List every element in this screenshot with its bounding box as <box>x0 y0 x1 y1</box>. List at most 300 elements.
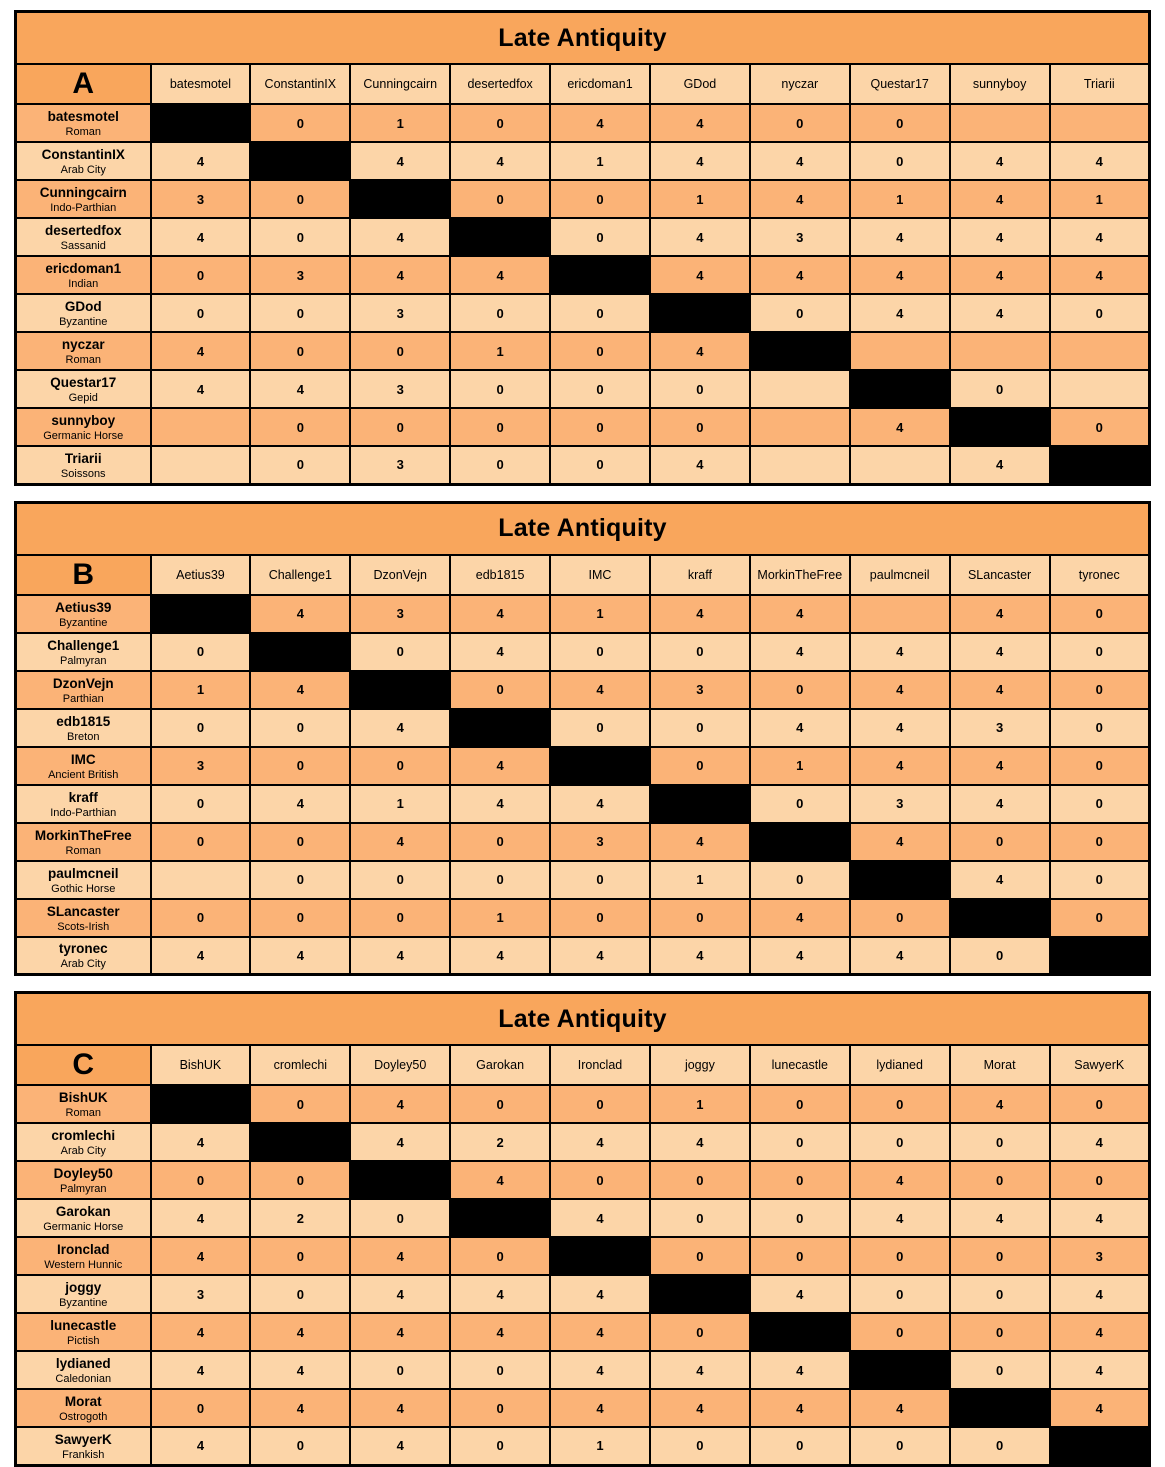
player-name: batesmotel <box>47 109 119 124</box>
score-cell: 0 <box>750 671 850 709</box>
column-header-DzonVejn: DzonVejn <box>350 555 450 595</box>
player-row-desertedfox <box>16 218 1150 256</box>
player-name: Aetius39 <box>55 599 112 615</box>
player-name: Doyley50 <box>53 1166 113 1181</box>
score-cell: 0 <box>450 370 550 408</box>
column-header-IMC: IMC <box>550 555 650 595</box>
player-row-edb1815 <box>16 709 1150 747</box>
score-cell: 3 <box>850 785 950 823</box>
self-match-cell <box>550 256 650 294</box>
score-cell: 0 <box>450 104 550 142</box>
score-cell: 0 <box>950 1275 1050 1313</box>
score-cell <box>1050 370 1150 408</box>
score-cell: 0 <box>650 709 750 747</box>
player-faction: Gothic Horse <box>51 882 116 895</box>
player-name: ericdoman1 <box>45 261 122 276</box>
row-header <box>16 294 151 332</box>
score-cell: 4 <box>151 1313 251 1351</box>
score-cell: 4 <box>550 1199 650 1237</box>
player-row-cromlechi <box>16 1123 1150 1161</box>
score-cell: 0 <box>750 1199 850 1237</box>
score-cell: 0 <box>950 1313 1050 1351</box>
score-cell: 0 <box>550 709 650 747</box>
score-cell: 2 <box>250 1199 350 1237</box>
score-cell: 0 <box>151 294 251 332</box>
score-cell <box>850 332 950 370</box>
score-cell: 4 <box>850 1161 950 1199</box>
player-name: Ironclad <box>56 1242 110 1257</box>
self-match-cell <box>850 861 950 899</box>
column-header-row <box>16 555 1150 595</box>
score-cell: 0 <box>950 1427 1050 1465</box>
self-match-cell <box>1050 446 1150 484</box>
title-row <box>16 993 1150 1046</box>
row-header <box>16 1123 151 1161</box>
score-cell: 0 <box>850 104 950 142</box>
column-header-Questar17: Questar17 <box>850 64 950 104</box>
score-cell: 4 <box>1050 1199 1150 1237</box>
score-cell: 0 <box>850 1313 950 1351</box>
score-cell: 4 <box>350 218 450 256</box>
score-cell: 0 <box>350 332 450 370</box>
score-cell: 0 <box>950 1351 1050 1389</box>
score-cell: 0 <box>450 823 550 861</box>
score-cell: 0 <box>1050 294 1150 332</box>
score-cell: 0 <box>450 408 550 446</box>
score-cell: 4 <box>950 747 1050 785</box>
score-cell: 0 <box>450 1389 550 1427</box>
score-cell: 0 <box>550 370 650 408</box>
score-cell: 4 <box>1050 1275 1150 1313</box>
player-row-Triarii <box>16 446 1150 484</box>
score-cell: 0 <box>1050 899 1150 937</box>
player-faction: Germanic Horse <box>43 430 124 442</box>
score-cell: 4 <box>950 671 1050 709</box>
player-row-Cunningcairn <box>16 180 1150 218</box>
column-header-Aetius39: Aetius39 <box>151 555 251 595</box>
score-cell: 1 <box>850 180 950 218</box>
player-name: desertedfox <box>44 223 122 238</box>
score-cell: 0 <box>151 823 251 861</box>
score-cell: 0 <box>350 899 450 937</box>
player-faction: Pictish <box>67 1335 100 1347</box>
row-header <box>16 785 151 823</box>
row-header <box>16 1351 151 1389</box>
column-header-desertedfox: desertedfox <box>450 64 550 104</box>
score-cell: 3 <box>650 671 750 709</box>
score-cell: 0 <box>250 861 350 899</box>
score-cell: 0 <box>151 1161 251 1199</box>
column-header-ericdoman1: ericdoman1 <box>550 64 650 104</box>
column-header-lunecastle: lunecastle <box>750 1045 850 1085</box>
score-cell: 4 <box>850 937 950 975</box>
self-match-cell <box>650 785 750 823</box>
column-header-Garokan: Garokan <box>450 1045 550 1085</box>
player-row-MorkinTheFree <box>16 823 1150 861</box>
score-cell: 4 <box>750 633 850 671</box>
score-cell <box>151 408 251 446</box>
self-match-cell <box>750 332 850 370</box>
player-row-Aetius39 <box>16 595 1150 633</box>
row-header <box>16 1085 151 1123</box>
column-header-joggy: joggy <box>650 1045 750 1085</box>
score-cell: 0 <box>450 446 550 484</box>
score-cell: 4 <box>550 104 650 142</box>
score-cell: 4 <box>450 1313 550 1351</box>
group-label: C <box>16 1045 151 1085</box>
player-name: Garokan <box>55 1204 111 1219</box>
score-cell: 0 <box>850 1275 950 1313</box>
player-name: IMC <box>70 751 96 767</box>
score-cell: 0 <box>550 294 650 332</box>
score-cell: 0 <box>550 332 650 370</box>
column-header-Doyley50: Doyley50 <box>350 1045 450 1085</box>
score-cell: 0 <box>950 370 1050 408</box>
player-name: ConstantinIX <box>41 147 125 162</box>
score-cell: 4 <box>450 937 550 975</box>
score-cell: 0 <box>650 899 750 937</box>
score-cell: 4 <box>1050 1351 1150 1389</box>
score-cell: 4 <box>950 446 1050 484</box>
score-cell: 0 <box>650 1313 750 1351</box>
row-header <box>16 218 151 256</box>
score-cell: 0 <box>250 823 350 861</box>
score-cell <box>850 595 950 633</box>
column-header-SLancaster: SLancaster <box>950 555 1050 595</box>
player-faction: Roman <box>65 1107 101 1119</box>
score-cell: 4 <box>350 937 450 975</box>
score-cell: 4 <box>151 142 251 180</box>
row-header <box>16 1275 151 1313</box>
player-faction: Soissons <box>60 467 106 480</box>
score-cell: 4 <box>250 1351 350 1389</box>
player-row-BishUK <box>16 1085 1150 1123</box>
score-cell: 4 <box>750 899 850 937</box>
score-cell: 4 <box>450 256 550 294</box>
player-faction: Indo-Parthian <box>50 202 117 214</box>
column-header-Ironclad: Ironclad <box>550 1045 650 1085</box>
score-cell: 4 <box>250 595 350 633</box>
score-cell: 4 <box>950 256 1050 294</box>
score-cell: 4 <box>151 1237 251 1275</box>
player-faction: Western Hunnic <box>44 1259 123 1271</box>
self-match-cell <box>550 747 650 785</box>
score-cell: 0 <box>950 937 1050 975</box>
player-faction: Scots-Irish <box>57 920 110 933</box>
score-cell: 4 <box>550 785 650 823</box>
results-table-c <box>14 991 1151 1467</box>
score-cell: 4 <box>151 332 251 370</box>
player-name: sunnyboy <box>51 413 116 428</box>
player-name: GDod <box>64 299 102 314</box>
score-cell: 1 <box>550 1427 650 1465</box>
score-cell: 0 <box>550 861 650 899</box>
column-header-ConstantinIX: ConstantinIX <box>250 64 350 104</box>
player-faction: Ancient British <box>48 768 119 781</box>
self-match-cell <box>250 633 350 671</box>
score-cell <box>1050 332 1150 370</box>
player-faction: Roman <box>65 844 101 857</box>
score-cell: 4 <box>151 1123 251 1161</box>
score-cell: 4 <box>350 142 450 180</box>
score-cell: 4 <box>1050 1313 1150 1351</box>
column-header-lydianed: lydianed <box>850 1045 950 1085</box>
score-cell: 4 <box>950 294 1050 332</box>
column-header-row <box>16 1045 1150 1085</box>
score-cell: 0 <box>151 899 251 937</box>
score-cell: 4 <box>450 633 550 671</box>
column-header-Triarii: Triarii <box>1050 64 1150 104</box>
score-cell: 0 <box>350 633 450 671</box>
score-cell: 0 <box>550 633 650 671</box>
score-cell: 0 <box>350 861 450 899</box>
score-cell: 4 <box>850 709 950 747</box>
score-cell: 0 <box>450 861 550 899</box>
score-cell: 4 <box>550 1351 650 1389</box>
score-cell: 4 <box>350 1123 450 1161</box>
score-cell: 4 <box>250 937 350 975</box>
score-cell: 3 <box>750 218 850 256</box>
player-name: paulmcneil <box>47 865 119 881</box>
score-cell <box>950 332 1050 370</box>
row-header <box>16 446 151 484</box>
player-row-Doyley50 <box>16 1161 1150 1199</box>
score-cell: 0 <box>850 142 950 180</box>
score-cell: 0 <box>450 1351 550 1389</box>
score-cell: 4 <box>250 370 350 408</box>
score-cell: 0 <box>250 747 350 785</box>
score-cell: 0 <box>1050 408 1150 446</box>
score-cell: 1 <box>1050 180 1150 218</box>
row-header <box>16 899 151 937</box>
row-header <box>16 180 151 218</box>
score-cell: 0 <box>950 1237 1050 1275</box>
score-cell: 4 <box>151 1199 251 1237</box>
row-header <box>16 861 151 899</box>
score-cell: 0 <box>250 1085 350 1123</box>
score-cell: 4 <box>650 595 750 633</box>
table-title: Late Antiquity <box>16 502 1150 555</box>
player-name: kraff <box>68 789 98 805</box>
score-cell: 4 <box>850 1199 950 1237</box>
score-cell <box>1050 104 1150 142</box>
score-cell: 4 <box>950 633 1050 671</box>
score-cell: 4 <box>950 180 1050 218</box>
score-cell: 0 <box>250 332 350 370</box>
player-faction: Gepid <box>68 392 98 404</box>
self-match-cell <box>250 142 350 180</box>
player-faction: Arab City <box>60 958 106 971</box>
score-cell: 4 <box>1050 142 1150 180</box>
score-cell: 4 <box>350 1389 450 1427</box>
score-cell: 1 <box>350 104 450 142</box>
score-cell: 4 <box>1050 256 1150 294</box>
score-cell: 0 <box>250 1275 350 1313</box>
player-faction: Byzantine <box>59 316 108 328</box>
column-header-batesmotel: batesmotel <box>151 64 251 104</box>
score-cell: 4 <box>151 1427 251 1465</box>
row-header <box>16 332 151 370</box>
player-row-joggy <box>16 1275 1150 1313</box>
score-cell: 0 <box>350 747 450 785</box>
column-header-sunnyboy: sunnyboy <box>950 64 1050 104</box>
score-cell: 3 <box>950 709 1050 747</box>
score-cell: 4 <box>350 823 450 861</box>
score-cell: 4 <box>650 1123 750 1161</box>
player-faction: Ostrogoth <box>59 1411 108 1423</box>
title-row <box>16 502 1150 555</box>
score-cell: 0 <box>750 294 850 332</box>
score-cell: 0 <box>151 1389 251 1427</box>
score-cell: 4 <box>550 1123 650 1161</box>
player-name: cromlechi <box>51 1128 116 1143</box>
score-cell: 2 <box>450 1123 550 1161</box>
score-cell: 4 <box>350 1313 450 1351</box>
player-faction: Indian <box>68 278 99 290</box>
score-cell: 4 <box>650 104 750 142</box>
score-cell: 0 <box>1050 785 1150 823</box>
player-name: edb1815 <box>56 713 111 729</box>
score-cell <box>850 446 950 484</box>
score-cell: 0 <box>450 180 550 218</box>
score-cell: 0 <box>250 408 350 446</box>
score-cell: 4 <box>650 218 750 256</box>
score-cell: 4 <box>1050 1123 1150 1161</box>
player-row-kraff <box>16 785 1150 823</box>
score-cell: 0 <box>950 823 1050 861</box>
score-cell: 0 <box>450 1085 550 1123</box>
self-match-cell <box>450 218 550 256</box>
table-title: Late Antiquity <box>16 993 1150 1046</box>
self-match-cell <box>350 180 450 218</box>
score-cell: 0 <box>950 1161 1050 1199</box>
self-match-cell <box>950 1389 1050 1427</box>
self-match-cell <box>350 1161 450 1199</box>
score-cell: 4 <box>151 937 251 975</box>
column-header-SawyerK: SawyerK <box>1050 1045 1150 1085</box>
player-row-ConstantinIX <box>16 142 1150 180</box>
score-cell: 4 <box>650 142 750 180</box>
score-cell: 4 <box>450 1161 550 1199</box>
player-faction: Palmyran <box>60 654 107 667</box>
score-cell: 0 <box>550 408 650 446</box>
score-cell: 4 <box>550 937 650 975</box>
score-cell: 0 <box>151 709 251 747</box>
score-cell: 4 <box>750 1389 850 1427</box>
row-header <box>16 370 151 408</box>
self-match-cell <box>350 671 450 709</box>
results-table-b <box>14 501 1151 977</box>
score-cell: 0 <box>650 1161 750 1199</box>
group-c-crosstable <box>14 991 1151 1467</box>
player-name: nyczar <box>61 337 105 352</box>
score-cell: 0 <box>250 180 350 218</box>
score-cell: 1 <box>550 595 650 633</box>
score-cell: 0 <box>650 1427 750 1465</box>
player-faction: Frankish <box>62 1448 105 1461</box>
score-cell: 0 <box>750 1085 850 1123</box>
score-cell: 4 <box>1050 1389 1150 1427</box>
score-cell: 4 <box>350 1085 450 1123</box>
score-cell: 3 <box>350 595 450 633</box>
player-row-lydianed <box>16 1351 1150 1389</box>
self-match-cell <box>850 1351 950 1389</box>
row-header <box>16 709 151 747</box>
score-cell: 4 <box>950 218 1050 256</box>
column-header-edb1815: edb1815 <box>450 555 550 595</box>
score-cell: 1 <box>350 785 450 823</box>
score-cell: 4 <box>250 1313 350 1351</box>
player-faction: Arab City <box>60 164 106 176</box>
player-name: lunecastle <box>50 1318 117 1333</box>
score-cell: 1 <box>450 899 550 937</box>
row-header <box>16 256 151 294</box>
score-cell: 0 <box>250 104 350 142</box>
row-header <box>16 1313 151 1351</box>
score-cell: 4 <box>850 256 950 294</box>
player-row-Challenge1 <box>16 633 1150 671</box>
score-cell: 4 <box>850 671 950 709</box>
row-header <box>16 1237 151 1275</box>
score-cell: 0 <box>950 1123 1050 1161</box>
self-match-cell <box>950 408 1050 446</box>
row-header <box>16 595 151 633</box>
score-cell: 3 <box>550 823 650 861</box>
score-cell: 0 <box>650 408 750 446</box>
score-cell: 0 <box>750 1161 850 1199</box>
player-faction: Arab City <box>60 1145 106 1157</box>
player-name: BishUK <box>58 1090 108 1105</box>
player-name: SLancaster <box>46 903 120 919</box>
column-header-row <box>16 64 1150 104</box>
self-match-cell <box>450 1199 550 1237</box>
score-cell: 0 <box>550 446 650 484</box>
score-cell: 0 <box>450 1427 550 1465</box>
self-match-cell <box>250 1123 350 1161</box>
score-cell: 4 <box>850 294 950 332</box>
self-match-cell <box>151 1085 251 1123</box>
score-cell: 4 <box>950 142 1050 180</box>
score-cell: 3 <box>350 446 450 484</box>
score-cell: 4 <box>750 142 850 180</box>
score-cell: 4 <box>550 671 650 709</box>
player-name: joggy <box>65 1280 102 1295</box>
score-cell: 3 <box>350 294 450 332</box>
column-header-GDod: GDod <box>650 64 750 104</box>
score-cell: 0 <box>250 218 350 256</box>
score-cell: 4 <box>450 785 550 823</box>
self-match-cell <box>550 1237 650 1275</box>
score-cell: 0 <box>750 785 850 823</box>
score-cell: 4 <box>250 671 350 709</box>
row-header <box>16 104 151 142</box>
score-cell: 0 <box>650 1237 750 1275</box>
player-name: DzonVejn <box>52 675 114 691</box>
player-name: Cunningcairn <box>39 185 127 200</box>
score-cell: 0 <box>650 1199 750 1237</box>
player-row-lunecastle <box>16 1313 1150 1351</box>
score-cell: 4 <box>750 1275 850 1313</box>
self-match-cell <box>450 709 550 747</box>
player-name: MorkinTheFree <box>34 827 132 843</box>
column-header-Morat: Morat <box>950 1045 1050 1085</box>
score-cell: 0 <box>1050 595 1150 633</box>
row-header <box>16 1161 151 1199</box>
player-name: Morat <box>64 1394 102 1409</box>
score-cell: 4 <box>650 1389 750 1427</box>
score-cell: 1 <box>550 142 650 180</box>
score-cell: 3 <box>1050 1237 1150 1275</box>
